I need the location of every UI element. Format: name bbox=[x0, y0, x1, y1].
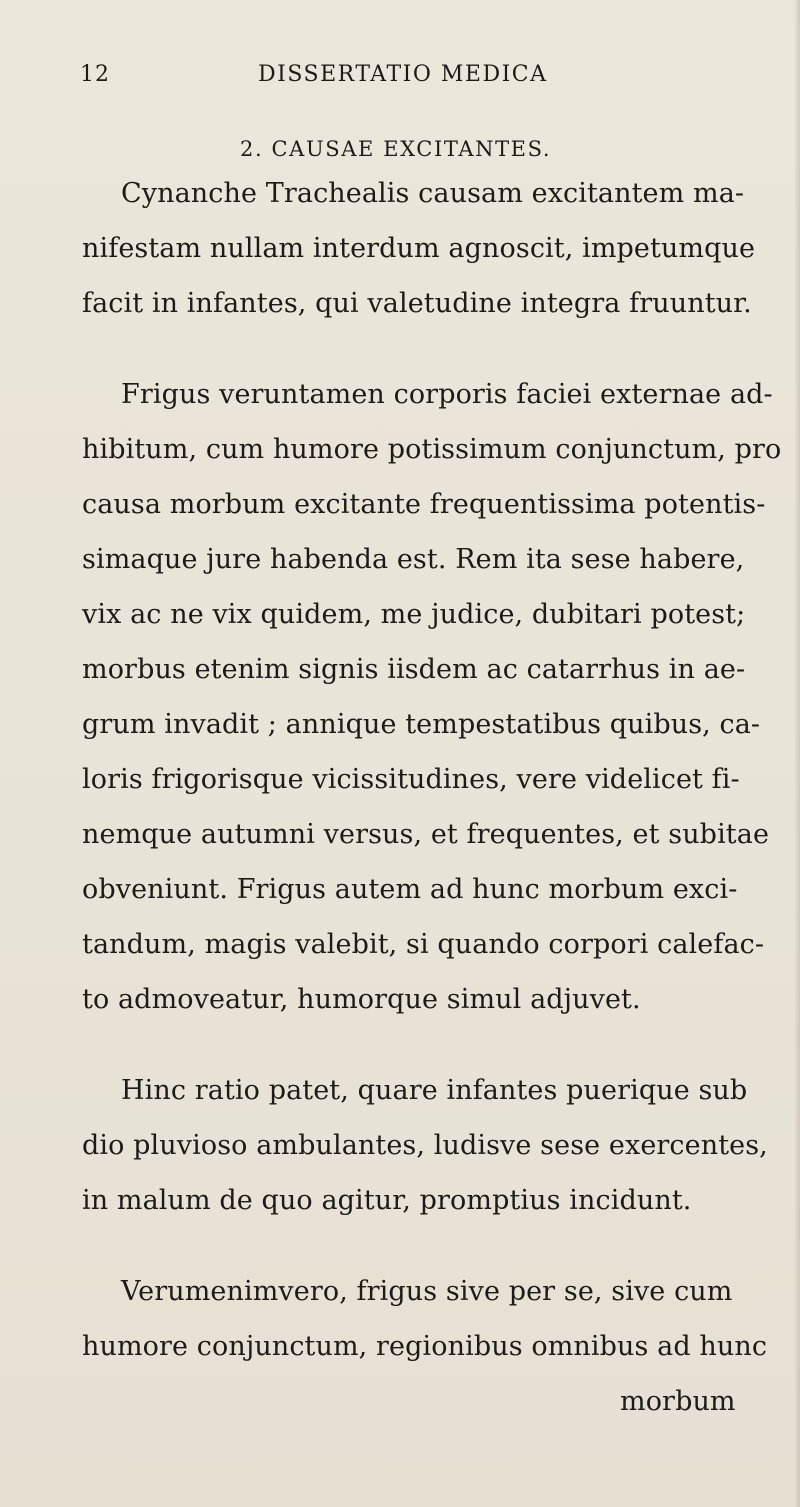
page-number: 12 bbox=[80, 62, 110, 87]
paragraph-2-line-6: morbus etenim signis iisdem ac catarrhus in ae- bbox=[82, 654, 746, 685]
paragraph-3-line-1: Hinc ratio patet, quare infantes puerique sub bbox=[121, 1075, 748, 1106]
paragraph-2-line-11: tandum, magis valebit, si quando corpori calefac- bbox=[82, 929, 765, 960]
page-edge-shadow bbox=[794, 0, 800, 1507]
catchword: morbum bbox=[620, 1386, 736, 1417]
paragraph-3-line-2: dio pluvioso ambulantes, ludisve sese exercentes, bbox=[82, 1130, 768, 1161]
paragraph-4-line-2: humore conjunctum, regionibus omnibus ad hunc bbox=[82, 1331, 768, 1362]
paragraph-2-line-10: obveniunt. Frigus autem ad hunc morbum exci- bbox=[82, 874, 738, 905]
paragraph-2-line-5: vix ac ne vix quidem, me judice, dubitari potest; bbox=[82, 599, 746, 630]
paragraph-1-line-1: Cynanche Trachealis causam excitantem ma- bbox=[121, 178, 745, 209]
running-title: DISSERTATIO MEDICA bbox=[258, 62, 548, 87]
paragraph-1-line-2: nifestam nullam interdum agnoscit, impetumque bbox=[82, 233, 756, 264]
paragraph-2-line-4: simaque jure habenda est. Rem ita sese habere, bbox=[82, 544, 745, 575]
paragraph-2-line-3: causa morbum excitante frequentissima potentis- bbox=[82, 489, 766, 520]
paragraph-2-line-12: to admoveatur, humorque simul adjuvet. bbox=[82, 984, 641, 1015]
paragraph-4-line-1: Verumenimvero, frigus sive per se, sive cum bbox=[121, 1276, 733, 1307]
running-header bbox=[80, 62, 740, 98]
paragraph-2-line-7: grum invadit ; annique tempestatibus quibus, ca- bbox=[82, 709, 761, 740]
paragraph-3-line-3: in malum de quo agitur, promptius incidunt. bbox=[82, 1185, 692, 1216]
paragraph-1-line-3: facit in infantes, qui valetudine integra fruuntur. bbox=[82, 288, 752, 319]
section-title: 2. CAUSAE EXCITANTES. bbox=[240, 137, 552, 161]
paragraph-2-line-1: Frigus veruntamen corporis faciei externae ad- bbox=[121, 379, 773, 410]
paragraph-2-line-2: hibitum, cum humore potissimum conjunctum, pro bbox=[82, 434, 782, 465]
paragraph-2-line-9: nemque autumni versus, et frequentes, et subitae bbox=[82, 819, 770, 850]
paragraph-2-line-8: loris frigorisque vicissitudines, vere videlicet fi- bbox=[82, 764, 740, 795]
